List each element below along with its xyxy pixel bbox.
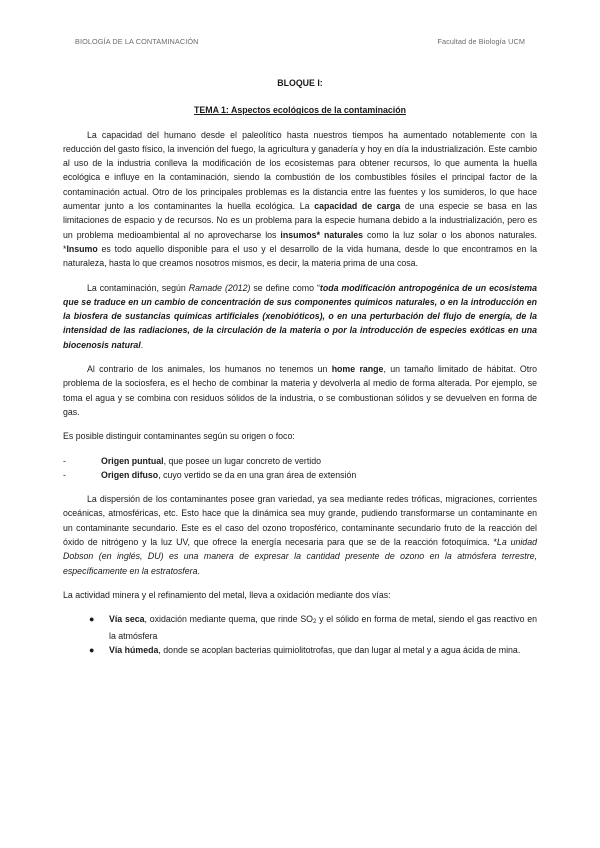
paragraph-origin-intro: Es posible distinguir contaminantes según su origen o foco: bbox=[63, 431, 295, 442]
block-title: BLOQUE I: bbox=[277, 78, 323, 88]
list-item bbox=[63, 468, 537, 482]
text-run: se define como “ bbox=[250, 282, 320, 293]
dash-marker: - bbox=[63, 469, 66, 480]
document-body bbox=[63, 76, 537, 657]
paragraph-intro bbox=[63, 128, 537, 271]
header-course-title: BIOLOGÍA DE LA CONTAMINACIÓN bbox=[75, 37, 199, 46]
oxidation-routes-list bbox=[63, 612, 537, 657]
page-header bbox=[75, 37, 525, 51]
list-item bbox=[63, 612, 537, 643]
text-run: , donde se acoplan bacterias quimiolitotrofas, que dan lugar al metal y a agua ácida de mina. bbox=[158, 644, 521, 655]
origin-list bbox=[63, 454, 537, 483]
topic-title: TEMA 1: Aspectos ecológicos de la contaminación bbox=[194, 105, 406, 116]
text-run: como la luz solar o los abonos naturales. * bbox=[63, 229, 537, 254]
dash-marker: - bbox=[63, 455, 66, 466]
text-run: , que posee un lugar concreto de vertido bbox=[163, 455, 322, 466]
bullet-marker: ● bbox=[89, 614, 95, 625]
paragraph-home-range bbox=[63, 362, 537, 419]
term-insumo: Insumo bbox=[66, 243, 98, 254]
text-run: , cuyo vertido se da en una gran área de extensión bbox=[158, 469, 357, 480]
paragraph-definition bbox=[63, 281, 537, 352]
term-via-seca: Vía seca bbox=[109, 614, 145, 625]
citation: Ramade (2012) bbox=[188, 282, 251, 293]
text-run: La contaminación, según bbox=[87, 282, 189, 293]
term-home-range: home range bbox=[331, 364, 384, 375]
subscript: 2 bbox=[313, 619, 317, 626]
bullet-marker: ● bbox=[89, 644, 95, 655]
term-insumos-naturales: insumos* naturales bbox=[280, 229, 364, 240]
term-origen-difuso: Origen difuso bbox=[101, 469, 159, 480]
term-origen-puntual: Origen puntual bbox=[101, 455, 164, 466]
paragraph-mining: La actividad minera y el refinamiento del metal, lleva a oxidación mediante dos vías: bbox=[63, 589, 391, 600]
list-item bbox=[63, 643, 537, 657]
text-run: de una especie se basa en las limitaciones de espacio y de recursos. No es un problema para la especie humana debido a la industrialización, pero es un problema medioambiental al no aprovecharse los bbox=[63, 201, 538, 240]
term-capacidad-de-carga: capacidad de carga bbox=[314, 201, 401, 212]
text-run: Al contrario de los animales, los humanos no tenemos un bbox=[87, 364, 332, 375]
list-item bbox=[63, 454, 537, 468]
dobson-note: La unidad Dobson (en inglés, DU) es una manera de expresar la cantidad presente de ozono en la atmósfera terrestre, específicamente en la estratosfera bbox=[63, 537, 537, 576]
paragraph-dispersion bbox=[63, 492, 537, 578]
text-run: . bbox=[140, 339, 144, 350]
text-run: , un tamaño limitado de hábitat. Otro problema de la sociosfera, es el hecho de combinar la materia y devolverla al medio de forma alterada. Por ejemplo, se toma el agua y se combina con residuos sólidos de la industria, o se combustionan sólidos y se devuelven en forma de gas. bbox=[63, 364, 537, 417]
text-run: y el sólido en forma de metal, siendo el gas reactivo en la atmósfera bbox=[109, 614, 537, 641]
text-run: La dispersión de los contaminantes posee gran variedad, ya sea mediante redes tróficas, migraciones, corrientes oceánicas, atmosféricas, etc. Esto hace que la dinámica sea muy grande, pudiendo transformarse un contaminante en un contaminante secundario. Este es el caso del ozono troposférico, contaminante secundario fruto de la reacción del óxido de nitrógeno y la luz UV, que ofrece la energía necesaria para que se de la reacción fotoquímica. * bbox=[63, 494, 537, 548]
text-run: . bbox=[197, 565, 200, 576]
text-run: es todo aquello disponible para el uso y el desarrollo de la vida humana, desde lo que encontramos en la naturaleza, hasta lo que creamos nosotros mismos, es decir, la materia prima de una cosa. bbox=[63, 243, 537, 269]
header-faculty: Facultad de Biología UCM bbox=[437, 37, 525, 46]
text-run: La capacidad del humano desde el paleolítico hasta nuestros tiempos ha aumentado notablemente con la reducción del gasto físico, la invención del fuego, la agricultura y ganadería y hoy en día la industrialización. Este cambio al uso de la industria conlleva la modificación de los ecosistemas para obtener recursos, lo que aumenta la huella ecológica e influye en la contaminación, siendo la combustión de los combustibles fósiles el principal factor de la contaminación actual. Otro de los principales problemas es la distancia entre las fuentes y los sumideros, lo que hace aumentar junto a los contaminantes la huella ecológica. La bbox=[63, 129, 537, 212]
definition-quote: toda modificación antropogénica de un ecosistema que se traduce en un cambio de concentración de sus componentes químicos naturales, o en la introducción en la biosfera de sustancias químicas artificiales (xenobióticos), o en una perturbación del flujo de energía, de la intensidad de las radiaciones, de la circulación de la materia o por la introducción de especies exóticas en una biocenosis natural bbox=[63, 282, 538, 350]
text-run: , oxidación mediante quema, que rinde SO bbox=[144, 614, 314, 625]
term-via-humeda: Vía húmeda bbox=[109, 644, 159, 655]
